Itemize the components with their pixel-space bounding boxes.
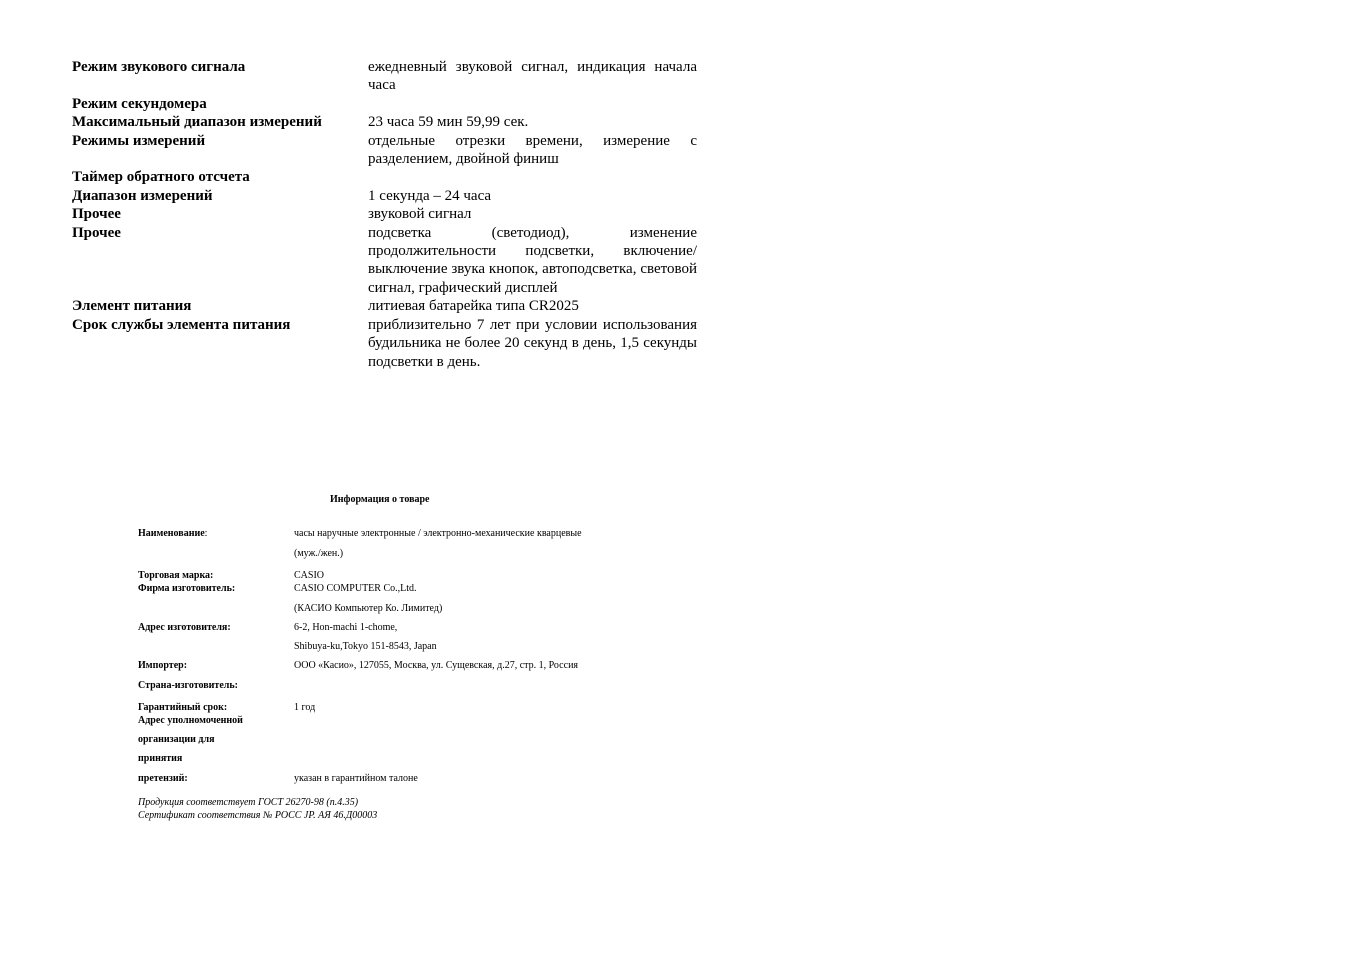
info-value: указан в гарантийном талоне [294,773,418,784]
gost-note: Продукция соответствует ГОСТ 26270-98 (п.4.35) [138,797,359,808]
info-label: Страна-изготовитель: [138,680,238,691]
info-row-address [138,621,698,640]
spec-row-sound-mode [72,58,698,95]
info-label: принятия [138,753,183,764]
info-label-empty [138,602,294,621]
info-value: (муж./жен.) [294,548,344,559]
info-label: организации для [138,734,215,745]
info-row-name-2 [138,547,698,567]
info-value-empty [294,752,698,772]
info-value-empty [294,714,698,733]
info-value: часы наручные электронные / электронно-механические кварцевые [294,528,582,539]
spec-value [368,168,697,186]
info-label: Импортер: [138,660,188,671]
product-info-table [138,527,698,785]
spec-value: 23 часа 59 мин 59,99 сек. [368,114,529,131]
info-label: Адрес изготовителя: [138,622,231,633]
info-label: Гарантийный срок: [138,702,228,713]
info-label [138,527,294,547]
info-row-maker-2 [138,602,698,621]
info-row-country [138,679,698,701]
spec-value: литиевая батарейка типа CR2025 [368,298,579,315]
spec-label: Прочее [72,224,121,241]
name-colon: : [204,528,208,539]
spec-row-battery-life [72,316,698,371]
spec-value: 1 секунда – 24 часа [368,187,492,204]
spec-value [368,95,697,113]
info-row-claims-2 [138,733,698,752]
spec-table [72,58,698,371]
spec-row-stopwatch [72,95,698,113]
info-row-importer [138,659,698,679]
info-row-claims-4 [138,772,698,785]
info-value: CASIO [294,570,325,581]
spec-label: Элемент питания [72,298,192,315]
info-label-empty [138,547,294,567]
info-value-empty [294,733,698,752]
info-value: (КАСИО Компьютер Ко. Лимитед) [294,603,443,614]
info-value: CASIO COMPUTER Co.,Ltd. [294,583,417,594]
spec-value: ежедневный звуковой сигнал, индикация начала часа [368,59,697,94]
spec-row-other-1 [72,205,698,223]
spec-row-battery [72,297,698,315]
spec-value: приблизительно 7 лет при условии использования будильника не более 20 секунд в день, 1,5 секунды подсветки в день. [368,316,697,370]
spec-label: Режим звукового сигнала [72,59,246,75]
info-row-maker [138,582,698,602]
info-label: Фирма изготовитель: [138,583,236,594]
spec-label: Режимы измерений [72,132,206,149]
spec-row-measure-modes [72,132,698,169]
certification-footnote [138,796,377,822]
spec-label: Максимальный диапазон измерений [72,114,322,131]
info-row-claims-3 [138,752,698,772]
spec-row-max-range [72,113,698,131]
info-value: 6-2, Hon-machi 1-chome, [294,622,398,633]
info-value-empty [294,679,698,701]
info-value: 1 год [294,702,316,713]
name-label: Наименование [138,528,205,539]
spec-label: Срок службы элемента питания [72,316,291,333]
spec-row-countdown [72,168,698,186]
info-row-address-2 [138,640,698,659]
info-row-name [138,527,698,547]
info-label-empty [138,640,294,659]
info-row-brand [138,569,698,582]
spec-value: подсветка (светодиод), изменение продолжительности подсветки, включение/выключение звука кнопок, автоподсветка, световой сигнал, графический дисплей [368,224,697,296]
info-value: Shibuya-ku,Tokyo 151-8543, Japan [294,641,437,652]
info-row-warranty [138,701,698,714]
spec-label: Таймер обратного отсчета [72,169,250,186]
info-label: претензий: [138,773,188,784]
info-title: Информация о товаре [330,494,430,505]
spec-label: Диапазон измерений [72,187,213,204]
info-label: Торговая марка: [138,570,214,581]
spec-row-other-2 [72,224,698,298]
certificate-note: Сертификат соответствия № РОСС JP. АЯ 46.Д00003 [138,810,378,821]
spec-value: отдельные отрезки времени, измерение с разделением, двойной финиш [368,132,697,168]
spec-row-range [72,187,698,205]
info-row-claims-1 [138,714,698,733]
spec-value: звуковой сигнал [368,206,472,223]
info-value: ООО «Касио», 127055, Москва, ул. Сущевская, д.27, стр. 1, Россия [294,660,579,671]
info-label: Адрес уполномоченной [138,715,243,726]
spec-label: Прочее [72,206,121,223]
spec-label: Режим секундомера [72,95,207,112]
